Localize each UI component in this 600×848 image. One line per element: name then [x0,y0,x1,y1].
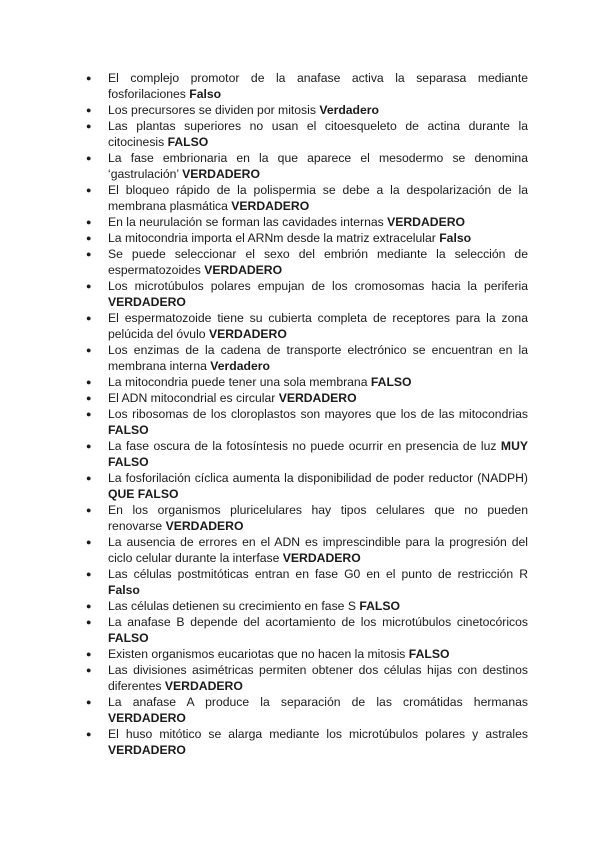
answer-label: Falso [189,87,222,101]
answer-label: Falso [108,583,140,597]
list-item [84,566,528,598]
answer-label: Verdadero [319,103,379,117]
statement-text: La mitocondria puede tener una sola membrana [108,375,368,389]
statement-text: La ausencia de errores en el ADN es imprescindible para la progresión del ciclo celular durante la interfase [108,535,528,565]
statement-text: En los organismos pluricelulares hay tipos celulares que no pueden renovarse [108,503,528,533]
answer-label: FALSO [167,135,209,149]
statement-text: Las plantas superiores no usan el citoesqueleto de actina durante la citocinesis [108,119,528,149]
statement-list [84,70,528,758]
answer-label: VERDADERO [108,711,186,725]
list-item [84,102,528,118]
answer-label: VERDADERO [164,679,243,693]
list-item [84,662,528,694]
answer-label: VERDADERO [182,167,260,181]
statement-text: El bloqueo rápido de la polispermia se debe a la despolarización de la membrana plasmática [108,183,528,213]
answer-label: VERDADERO [204,263,283,277]
list-item [84,694,528,726]
statement-text: Se puede seleccionar el sexo del embrión mediante la selección de espermatozoides [108,247,528,277]
answer-label: VERDADERO [208,327,287,341]
list-item [84,390,528,406]
statement-text: Los ribosomas de los cloroplastos son mayores que los de las mitocondrias [108,407,528,421]
statement-text: La mitocondria importa el ARNm desde la matriz extracelular [108,231,436,245]
statement-text: Los precursores se dividen por mitosis [108,103,316,117]
answer-label: VERDADERO [387,215,465,229]
answer-label: QUE FALSO [108,487,179,501]
list-item [84,70,528,102]
list-item [84,726,528,758]
list-item [84,598,528,614]
list-item [84,534,528,566]
list-item [84,438,528,470]
statement-text: La anafase B depende del acortamiento de los microtúbulos cinetocóricos [108,615,528,629]
answer-label: FALSO [359,599,400,613]
answer-label: FALSO [408,647,450,661]
statement-text: El ADN mitocondrial es circular [108,391,276,405]
answer-label: FALSO [108,423,149,437]
list-item [84,374,528,390]
statement-text: Los microtúbulos polares empujan de los cromosomas hacia la periferia [108,279,528,293]
statement-text: Existen organismos eucariotas que no hacen la mitosis [108,647,406,661]
statement-text: La fase oscura de la fotosíntesis no puede ocurrir en presencia de luz [108,439,497,453]
statement-text: Las células detienen su crecimiento en fase S [108,599,356,613]
list-item [84,214,528,230]
statement-text: En la neurulación se forman las cavidades internas [108,215,384,229]
list-item [84,406,528,438]
list-item [84,230,528,246]
statement-text: Los enzimas de la cadena de transporte electrónico se encuentran en la membrana interna [108,343,528,373]
list-item [84,246,528,278]
list-item [84,502,528,534]
answer-label: VERDADERO [231,199,310,213]
answer-label: FALSO [108,631,149,645]
list-item [84,470,528,502]
list-item [84,150,528,182]
list-item [84,342,528,374]
statement-text: El complejo promotor de la anafase activa la separasa mediante fosforilaciones [108,71,528,101]
answer-label: VERDADERO [278,391,357,405]
statement-text: La anafase A produce la separación de las cromátidas hermanas [108,695,528,709]
answer-label: VERDADERO [165,519,244,533]
list-item [84,182,528,214]
statement-text: El huso mitótico se alarga mediante los microtúbulos polares y astrales [108,727,528,741]
answer-label: Verdadero [210,359,270,373]
answer-label: FALSO [370,375,412,389]
answer-label: VERDADERO [108,743,186,757]
list-item [84,310,528,342]
statement-text: El espermatozoide tiene su cubierta completa de receptores para la zona pelúcida del óvulo [108,311,528,341]
list-item [84,278,528,310]
list-item [84,646,528,662]
statement-text: La fosforilación cíclica aumenta la disponibilidad de poder reductor (NADPH) [108,471,528,485]
list-item [84,614,528,646]
list-item [84,118,528,150]
statement-text: Las divisiones asimétricas permiten obtener dos células hijas con destinos diferentes [108,663,528,693]
statement-text: La fase embrionaria en la que aparece el mesodermo se denomina ‘gastrulación’ [108,151,528,181]
answer-label: MUY FALSO [108,439,529,469]
statement-text: Las células postmitóticas entran en fase G0 en el punto de restricción R [108,567,528,581]
answer-label: VERDADERO [282,551,361,565]
answer-label: VERDADERO [108,295,186,309]
answer-label: Falso [439,231,472,245]
